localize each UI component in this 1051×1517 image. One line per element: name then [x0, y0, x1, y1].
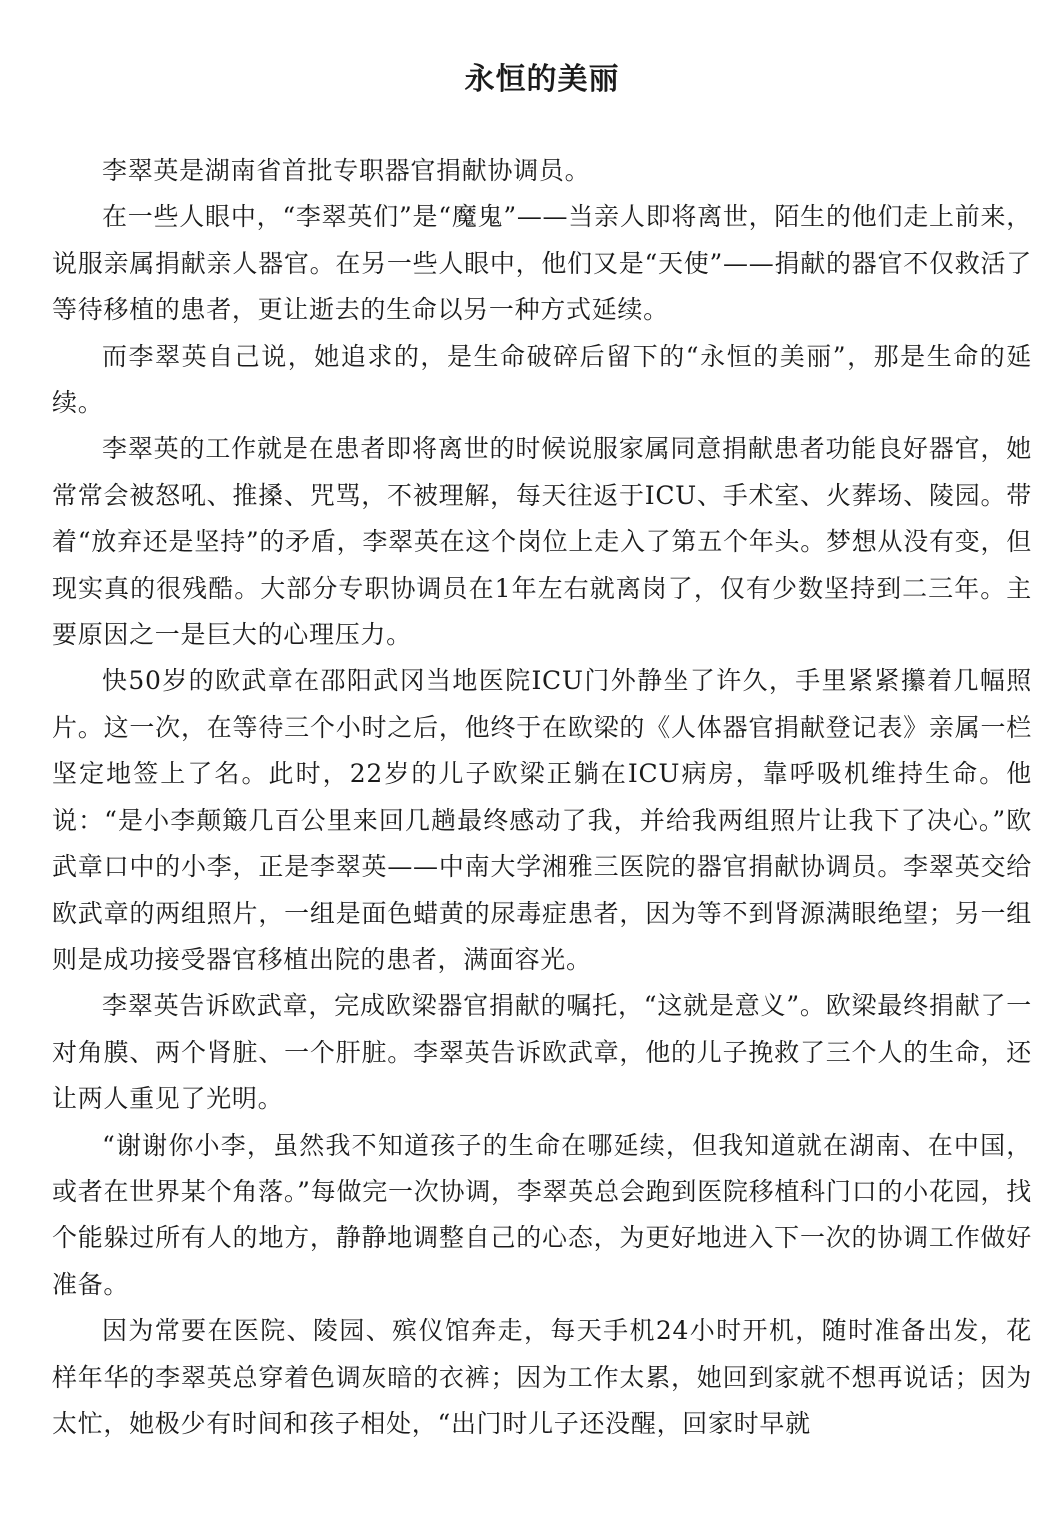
paragraph-7: “谢谢你小李，虽然我不知道孩子的生命在哪延续，但我知道就在湖南、在中国，或者在世界某个角落。”每做完一次协调，李翠英总会跑到医院移植科门口的小花园，找个能躲过所有人的地方，静静地调整自己的心态，为更好地进入下一次的协调工作做好准备。	[52, 1130, 1032, 1299]
paragraph-8: 因为常要在医院、陵园、殡仪馆奔走，每天手机24小时开机，随时准备出发，花样年华的李翠英总穿着色调灰暗的衣裤；因为工作太累，她回到家就不想再说话；因为太忙，她极少有时间和孩子相处，“出门时儿子还没醒，回家时早就	[52, 1316, 1032, 1438]
article-body	[52, 148, 1032, 1447]
paragraph-5: 快50岁的欧武章在邵阳武冈当地医院ICU门外静坐了许久，手里紧紧攥着几幅照片。这一次，在等待三个小时之后，他终于在欧梁的《人体器官捐献登记表》亲属一栏坚定地签上了名。此时，22岁的儿子欧梁正躺在ICU病房，靠呼吸机维持生命。他说：“是小李颠簸几百公里来回几趟最终感动了我，并给我两组照片让我下了决心。”欧武章口中的小李，正是李翠英——中南大学湘雅三医院的器官捐献协调员。李翠英交给欧武章的两组照片，一组是面色蜡黄的尿毒症患者，因为等不到肾源满眼绝望；另一组则是成功接受器官移植出院的患者，满面容光。	[52, 666, 1032, 974]
paragraph-2: 在一些人眼中，“李翠英们”是“魔鬼”——当亲人即将离世，陌生的他们走上前来，说服亲属捐献亲人器官。在另一些人眼中，他们又是“天使”——捐献的器官不仅救活了等待移植的患者，更让逝去的生命以另一种方式延续。	[52, 202, 1032, 325]
document-page	[52, 55, 1032, 1447]
paragraph-1: 李翠英是湖南省首批专职器官捐献协调员。	[102, 156, 591, 185]
paragraph-4: 李翠英的工作就是在患者即将离世的时候说服家属同意捐献患者功能良好器官，她常常会被怒吼、推搡、咒骂，不被理解，每天往返于ICU、手术室、火葬场、陵园。带着“放弃还是坚持”的矛盾，李翠英在这个岗位上走入了第五个年头。梦想从没有变，但现实真的很残酷。大部分专职协调员在1年左右就离岗了，仅有少数坚持到二三年。主要原因之一是巨大的心理压力。	[52, 434, 1032, 650]
paragraph-3: 而李翠英自己说，她追求的，是生命破碎后留下的“永恒的美丽”，那是生命的延续。	[52, 341, 1032, 418]
paragraph-6: 李翠英告诉欧武章，完成欧梁器官捐献的嘱托，“这就是意义”。欧梁最终捐献了一对角膜、两个肾脏、一个肝脏。李翠英告诉欧武章，他的儿子挽救了三个人的生命，还让两人重见了光明。	[52, 991, 1032, 1114]
document-title: 永恒的美丽	[464, 62, 620, 97]
